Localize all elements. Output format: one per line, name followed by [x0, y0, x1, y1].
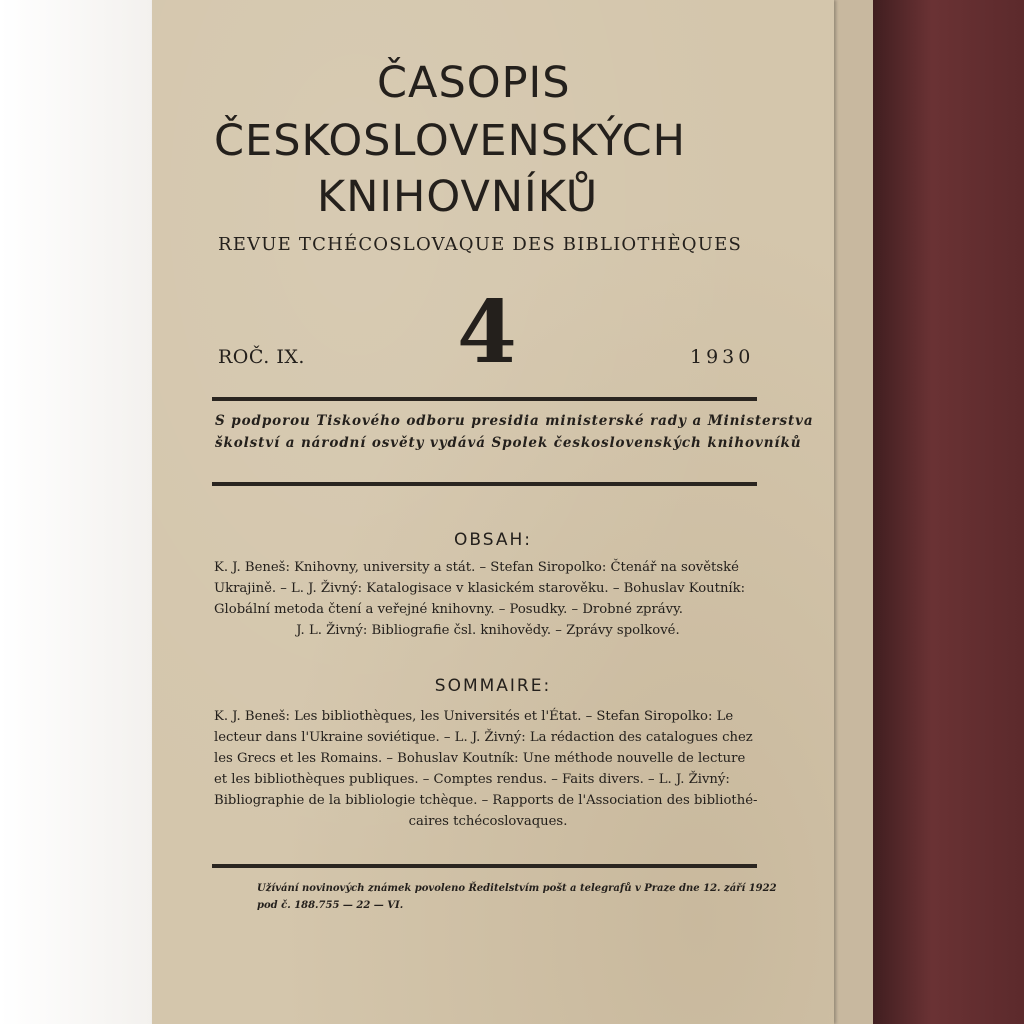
contents-line: caires tchécoslovaques.	[408, 814, 568, 829]
issue-number: 4	[457, 282, 517, 383]
title-line-1: ČASOPIS	[377, 58, 571, 108]
footer-line: Užívání novinových známek povoleno Ředitelstvím pošt a telegrafů v Praze dne 12. září 1922	[257, 883, 777, 894]
contents-line: Bibliographie de la bibliologie tchèque. – Rapports de l'Association des bibliothé-	[214, 793, 758, 808]
contents-line: J. L. Živný: Bibliografie čsl. knihovědy. – Zprávy spolkové.	[296, 623, 680, 638]
patronage-line: školství a národní osvěty vydává Spolek československých knihovníků	[215, 435, 802, 451]
contents-line: Globální metoda čtení a veřejné knihovny. – Posudky. – Drobné zprávy.	[214, 602, 683, 617]
background-left	[0, 0, 152, 1024]
title-line-2: ČESKOSLOVENSKÝCH	[214, 116, 686, 166]
postal-footer	[257, 880, 777, 914]
contents-line: K. J. Beneš: Knihovny, university a stát. – Stefan Siropolko: Čtenář na sovětské	[214, 560, 739, 575]
patronage-note	[215, 410, 814, 454]
background-right	[870, 0, 1024, 1024]
sommaire-contents	[214, 706, 762, 832]
contents-line: lecteur dans l'Ukraine soviétique. – L. J. Živný: La rédaction des catalogues chez	[214, 730, 753, 745]
sommaire-heading: SOMMAIRE:	[434, 676, 552, 696]
contents-line: Ukrajině. – L. J. Živný: Katalogisace v klasickém starověku. – Bohuslav Koutník:	[214, 581, 746, 596]
contents-line: et les bibliothèques publiques. – Comptes rendus. – Faits divers. – L. J. Živný:	[214, 772, 730, 787]
divider-bottom	[212, 864, 757, 868]
journal-cover	[152, 0, 834, 1024]
obsah-heading: OBSAH:	[454, 530, 532, 550]
footer-line: pod č. 188.755 — 22 — VI.	[257, 900, 404, 911]
subtitle: REVUE TCHÉCOSLOVAQUE DES BIBLIOTHÈQUES	[218, 234, 743, 255]
contents-line: les Grecs et les Romains. – Bohuslav Koutník: Une méthode nouvelle de lecture	[214, 751, 746, 766]
year: 1930	[690, 346, 755, 368]
obsah-contents	[214, 557, 762, 641]
volume: ROČ. IX.	[218, 346, 305, 368]
divider-middle	[212, 482, 757, 486]
title-line-3: KNIHOVNÍKŮ	[317, 172, 599, 222]
patronage-line: S podporou Tiskového odboru presidia ministerské rady a Ministerstva	[215, 413, 814, 429]
divider-top	[212, 397, 757, 401]
contents-line: K. J. Beneš: Les bibliothèques, les Universités et l'État. – Stefan Siropolko: Le	[214, 709, 734, 724]
